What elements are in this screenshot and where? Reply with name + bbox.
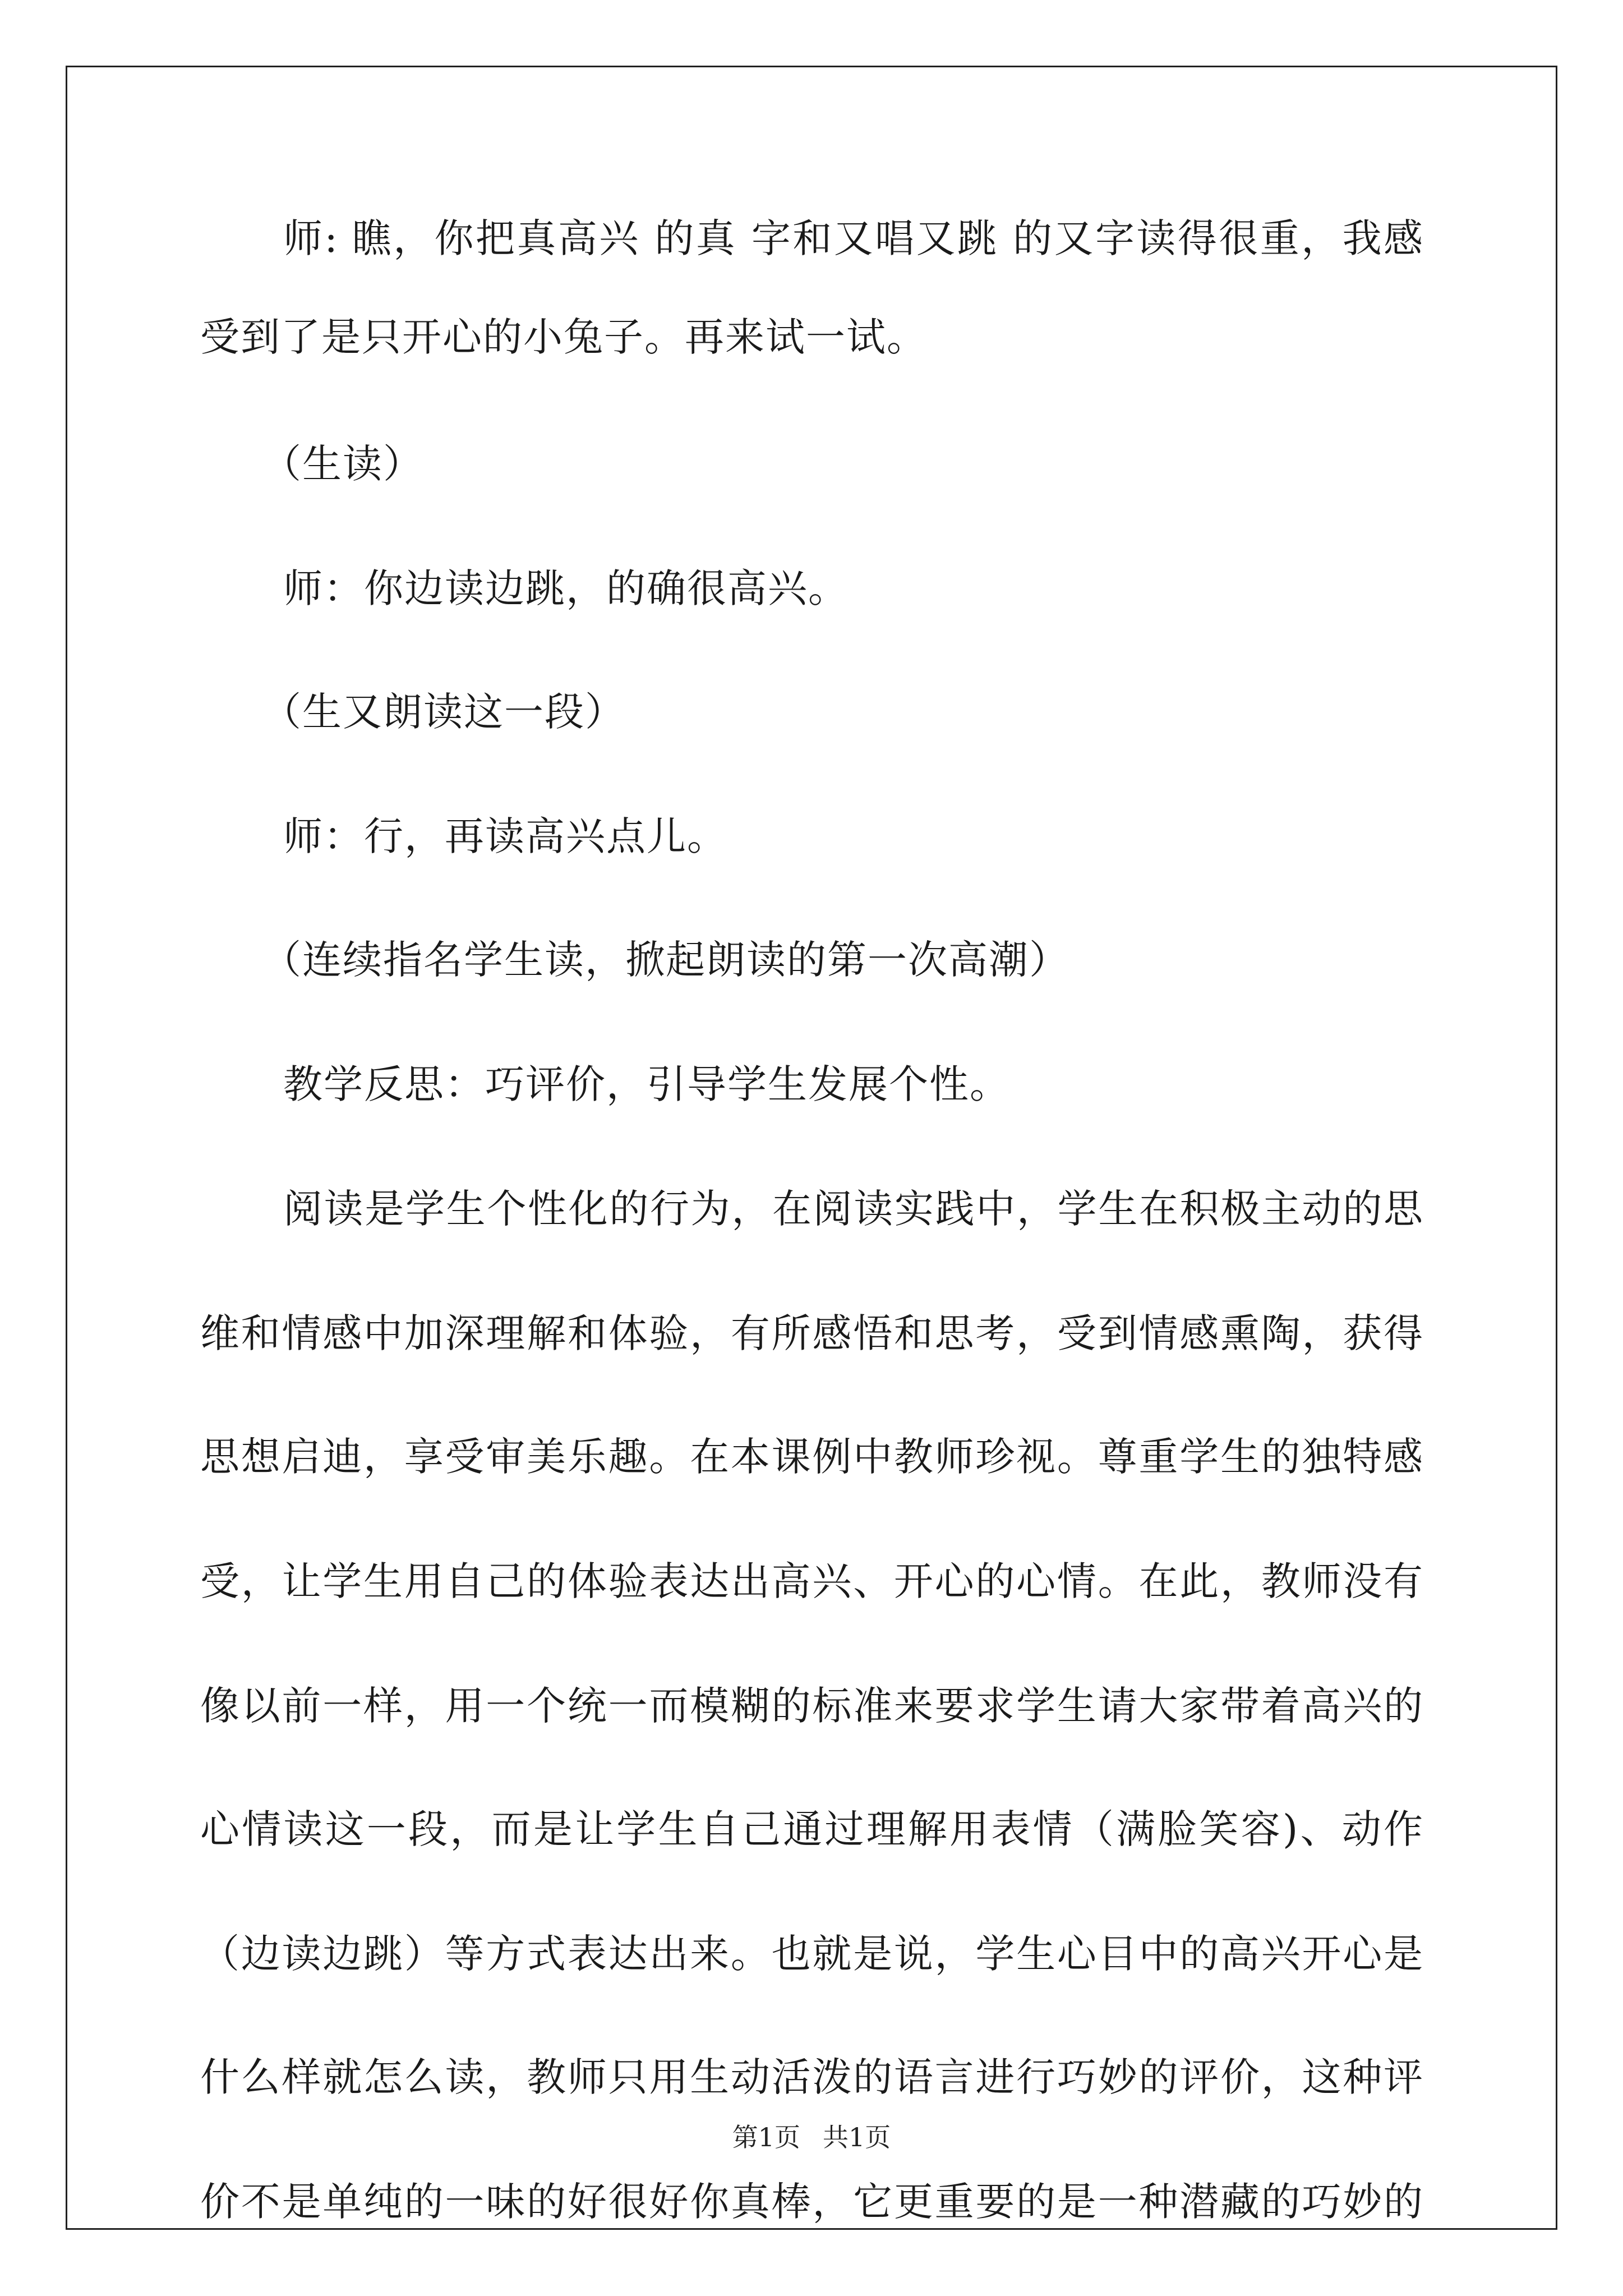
text-line: 维和情感中加深理解和体验，有所感悟和思考，受到情感熏陶，获得 <box>200 1310 1423 1356</box>
text-line: 价不是单纯的一味的好很好你真棒，它更重要的是一种潜藏的巧妙的 <box>200 2179 1423 2225</box>
page-number-total: 共1页 <box>823 2122 891 2152</box>
text-line: 师：你边读边跳，的确很高兴。 <box>283 565 849 611</box>
text-line: 受，让学生用自己的体验表达出高兴、开心的心情。在此，教师没有 <box>200 1558 1423 1604</box>
text-line: 受到了是只开心的小兔子。再来试一试。 <box>200 314 927 360</box>
text-line: 什么样就怎么读，教师只用生动活泼的语言进行巧妙的评价，这种评 <box>200 2054 1423 2100</box>
page-frame <box>66 66 1557 2230</box>
page-footer <box>0 2120 1623 2154</box>
page-number-current: 第1页 <box>732 2122 800 2152</box>
text-line: 教学反思：巧评价，引导学生发展个性。 <box>283 1061 1010 1107</box>
text-line: 师：行，再读高兴点儿。 <box>283 813 727 859</box>
text-line: 像以前一样，用一个统一而模糊的标准来要求学生请大家带着高兴的 <box>200 1683 1423 1729</box>
text-line: 心情读这一段，而是让学生自己通过理解用表情（满脸笑容)、动作 <box>200 1806 1423 1852</box>
text-line: （连续指名学生读，掀起朗读的第一次高潮） <box>262 937 1069 983</box>
text-line: （边读边跳）等方式表达出来。也就是说，学生心目中的高兴开心是 <box>200 1931 1423 1977</box>
text-line: 思想启迪，享受审美乐趣。在本课例中教师珍视。尊重学生的独特感 <box>200 1434 1423 1480</box>
text-line: 师: 瞧，你把真高兴 的真 字和又唱又跳 的又字读得很重，我感 <box>283 215 1423 261</box>
text-line: 阅读是学生个性化的行为，在阅读实践中，学生在积极主动的思 <box>283 1186 1423 1232</box>
text-line: （生又朗读这一段） <box>262 689 625 735</box>
text-line: （生读） <box>262 441 423 487</box>
